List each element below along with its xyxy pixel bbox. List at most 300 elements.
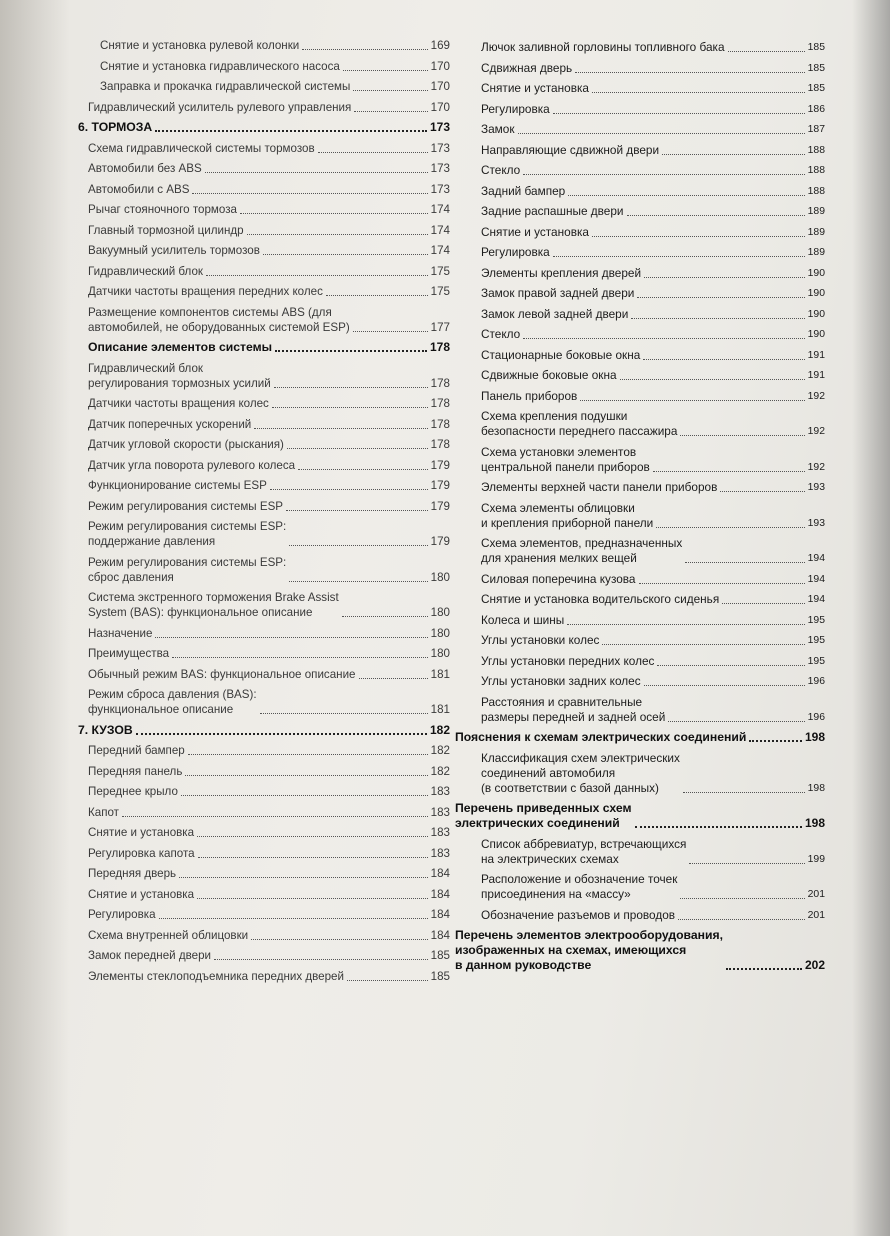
toc-page-number: 185: [807, 62, 825, 74]
toc-entry-title: Режим регулирования системы ESP: сброс давления: [88, 555, 287, 584]
toc-leader-dots: [662, 154, 805, 155]
toc-leader-dots: [289, 581, 427, 582]
toc-page-number: 194: [807, 573, 825, 585]
toc-leader-dots: [643, 359, 804, 360]
toc-section-heading: [78, 120, 450, 135]
toc-leader-dots: [136, 733, 427, 735]
toc-page-number: 177: [430, 320, 450, 334]
toc-entry-title: Режим регулирования системы ESP: [88, 499, 284, 513]
toc-leader-dots: [627, 215, 805, 216]
toc-entry: [78, 458, 450, 473]
toc-leader-dots: [639, 583, 805, 584]
toc-entry-title: Снятие и установка: [481, 224, 589, 239]
toc-entry: [455, 613, 825, 628]
toc-leader-dots: [289, 545, 427, 546]
toc-entry: [455, 143, 825, 158]
toc-page-number: 189: [807, 226, 825, 238]
toc-entry: [455, 81, 825, 96]
toc-entry: [78, 79, 450, 94]
toc-entry-title: Задние распашные двери: [481, 204, 624, 218]
toc-entry-title: Снятие и установка: [88, 826, 195, 839]
toc-leader-dots: [274, 387, 428, 388]
toc-leader-dots: [720, 491, 804, 492]
toc-entry: [78, 646, 450, 661]
toc-leader-dots: [318, 152, 428, 153]
toc-entry: [78, 499, 450, 514]
toc-entry: [78, 519, 450, 549]
toc-entry-title: Углы установки колес: [481, 633, 600, 647]
toc-page-number: 198: [804, 730, 825, 744]
toc-page-number: 196: [807, 676, 825, 687]
toc-leader-dots: [359, 678, 428, 679]
toc-page-number: 175: [430, 285, 450, 298]
toc-page-number: 185: [807, 83, 825, 94]
toc-entry: [78, 687, 450, 717]
toc-page-number: 189: [807, 247, 825, 258]
toc-section-heading: [455, 928, 825, 973]
toc-leader-dots: [749, 740, 802, 742]
toc-page-number: 195: [807, 614, 825, 626]
toc-page-number: 193: [807, 482, 825, 493]
toc-page-number: 199: [807, 853, 825, 865]
toc-leader-dots: [678, 919, 805, 920]
toc-leader-dots: [197, 898, 428, 899]
toc-entry-title: Обозначение разъемов и проводов: [481, 907, 676, 922]
toc-page-number: 195: [807, 635, 825, 646]
toc-page-number: 181: [430, 703, 450, 716]
toc-entry: [455, 245, 825, 260]
toc-entry: [78, 907, 450, 922]
toc-entry: [455, 61, 825, 76]
toc-entry-title: Замок правой задней двери: [481, 286, 635, 300]
toc-entry-title: Классификация схем электрических соединений автомобиля (в соответствии с базой данных): [481, 750, 680, 795]
toc-entry: [78, 182, 450, 197]
toc-page-number: 201: [807, 909, 825, 921]
toc-entry-title: Датчик угловой скорости (рыскания): [88, 438, 284, 451]
toc-leader-dots: [185, 775, 427, 776]
toc-entry-title: Описание элементов системы: [88, 340, 273, 354]
toc-page-number: 196: [807, 711, 825, 723]
toc-entry-title: Регулировка: [88, 908, 156, 921]
toc-page-number: 184: [430, 908, 450, 921]
toc-page-number: 174: [430, 244, 450, 257]
toc-entry: [78, 243, 450, 258]
toc-entry-title: 7. КУЗОВ: [78, 722, 133, 737]
toc-page-number: 179: [430, 499, 450, 513]
toc-entry: [78, 396, 450, 411]
toc-entry-title: Элементы крепления дверей: [481, 265, 642, 280]
toc-page-number: 184: [430, 867, 450, 880]
toc-entry-title: Капот: [88, 805, 119, 819]
toc-section-heading: [78, 723, 450, 738]
toc-entry: [78, 846, 450, 861]
toc-leader-dots: [272, 407, 428, 408]
toc-page-number: 182: [430, 764, 450, 778]
toc-entry: [455, 102, 825, 117]
toc-entry: [455, 225, 825, 240]
toc-entry: [455, 536, 825, 566]
page-edge-shadow: [852, 0, 890, 1236]
toc-entry: [78, 743, 450, 758]
toc-entry-title: Стекло: [481, 327, 521, 341]
toc-entry: [78, 626, 450, 641]
toc-entry: [78, 417, 450, 432]
toc-entry: [78, 555, 450, 585]
toc-leader-dots: [580, 400, 804, 401]
toc-entry-title: Регулировка: [481, 101, 550, 116]
toc-entry-title: Схема элементов, предназначенных для хранения мелких вещей: [481, 536, 683, 565]
toc-entry: [455, 633, 825, 648]
toc-entry-title: Перечень приведенных схем электрических соединений: [455, 801, 632, 830]
toc-entry: [78, 161, 450, 176]
toc-page-number: 194: [807, 594, 825, 605]
toc-page-number: 188: [807, 185, 825, 197]
toc-page-number: 202: [804, 958, 825, 972]
toc-entry: [455, 327, 825, 342]
toc-leader-dots: [263, 254, 428, 255]
toc-entry: [455, 266, 825, 281]
toc-entry-title: Стекло: [481, 163, 521, 177]
toc-leader-dots: [205, 172, 428, 173]
toc-entry: [78, 141, 450, 156]
toc-entry: [78, 100, 450, 115]
toc-leader-dots: [286, 510, 428, 511]
toc-page-number: 178: [430, 376, 450, 390]
toc-entry: [455, 368, 825, 383]
toc-entry-title: Обычный режим BAS: функциональное описание: [88, 667, 356, 681]
toc-page-number: 186: [807, 103, 825, 115]
toc-entry: [78, 805, 450, 820]
toc-page-number: 188: [807, 165, 825, 176]
toc-entry: [455, 307, 825, 322]
toc-entry: [455, 674, 825, 689]
toc-page-number: 201: [807, 889, 825, 900]
toc-entry: [78, 284, 450, 299]
toc-entry-title: Углы установки задних колес: [481, 674, 641, 688]
toc-entry-title: Автомобили с ABS: [88, 182, 190, 196]
toc-leader-dots: [188, 754, 428, 755]
toc-page-number: 180: [430, 606, 450, 619]
toc-page-number: 185: [430, 969, 450, 983]
toc-page-number: 180: [430, 626, 450, 640]
toc-entry-title: Сдвижные боковые окна: [481, 368, 617, 382]
toc-page-number: 190: [807, 288, 825, 299]
toc-entry: [455, 751, 825, 796]
toc-entry-title: Силовая поперечина кузова: [481, 571, 636, 586]
toc-page-number: 182: [429, 722, 450, 737]
toc-entry-title: Датчик угла поворота рулевого колеса: [88, 458, 296, 472]
toc-leader-dots: [251, 939, 428, 940]
toc-page-number: 184: [430, 928, 450, 942]
toc-entry-title: Гидравлический блок регулирования тормозных усилий: [88, 361, 271, 390]
toc-entry: [455, 480, 825, 495]
toc-page-number: 180: [430, 647, 450, 660]
toc-entry-title: Главный тормозной цилиндр: [88, 223, 244, 237]
toc-page-number: 178: [430, 438, 450, 451]
toc-section-heading: [455, 801, 825, 831]
toc-entry-title: Режим регулирования системы ESP: поддержание давления: [88, 520, 287, 548]
toc-entry-title: Передний бампер: [88, 744, 185, 757]
toc-entry: [78, 948, 450, 963]
toc-entry-title: Схема внутренней облицовки: [88, 928, 249, 942]
toc-entry-title: Расположение и обозначение точек присоединения на «массу»: [481, 872, 678, 901]
toc-leader-dots: [179, 877, 428, 878]
toc-leader-dots: [287, 448, 428, 449]
toc-entry-title: Передняя панель: [88, 764, 183, 778]
toc-entry-title: Элементы стеклоподъемника передних дверей: [88, 969, 344, 983]
toc-page-number: 174: [430, 203, 450, 216]
toc-entry-title: Заправка и прокачка гидравлической системы: [100, 80, 351, 93]
toc-leader-dots: [728, 51, 805, 52]
toc-entry-title: Колеса и шины: [481, 612, 565, 627]
toc-entry-title: Перечень элементов электрооборудования, изображенных на схемах, имеющихся в данном руководстве: [455, 928, 724, 972]
toc-leader-dots: [192, 193, 427, 194]
toc-leader-dots: [637, 297, 804, 298]
toc-entry-title: Схема установки элементов центральной панели приборов: [481, 444, 650, 474]
toc-entry-title: Датчики частоты вращения передних колес: [88, 285, 323, 298]
toc-leader-dots: [342, 616, 428, 617]
toc-entry-title: Пояснения к схемам электрических соединений: [455, 730, 747, 744]
toc-page-number: 170: [430, 59, 450, 73]
toc-leader-dots: [302, 49, 427, 50]
toc-page-number: 192: [807, 426, 825, 437]
toc-page-number: 181: [430, 667, 450, 681]
toc-leader-dots: [155, 637, 427, 638]
toc-page-number: 191: [807, 349, 825, 361]
toc-page-number: 190: [807, 267, 825, 279]
toc-leader-dots: [689, 863, 804, 864]
toc-entry: [455, 122, 825, 137]
toc-right-column: [455, 40, 825, 979]
toc-page-number: 178: [430, 417, 450, 431]
toc-page-number: 188: [807, 144, 825, 156]
toc-entry: [78, 928, 450, 943]
toc-leader-dots: [553, 256, 805, 257]
toc-leader-dots: [197, 836, 428, 837]
toc-page-number: 191: [807, 370, 825, 381]
toc-entry-title: Снятие и установка рулевой колонки: [100, 39, 300, 52]
toc-entry-title: 6. ТОРМОЗА: [78, 120, 153, 134]
toc-leader-dots: [172, 657, 428, 658]
toc-entry: [78, 825, 450, 840]
toc-entry: [455, 204, 825, 219]
toc-entry: [455, 184, 825, 199]
toc-leader-dots: [260, 713, 428, 714]
toc-leader-dots: [680, 898, 804, 899]
toc-leader-dots: [568, 195, 804, 196]
toc-page-number: 178: [430, 397, 450, 410]
toc-leader-dots: [247, 234, 428, 235]
toc-page-number: 182: [430, 744, 450, 757]
toc-entry: [78, 866, 450, 881]
toc-entry: [78, 887, 450, 902]
toc-entry-title: Элементы верхней части панели приборов: [481, 480, 718, 494]
toc-leader-dots: [206, 275, 428, 276]
toc-entry-title: Снятие и установка водительского сиденья: [481, 592, 720, 606]
toc-entry: [78, 667, 450, 682]
toc-leader-dots: [644, 277, 805, 278]
toc-entry: [78, 305, 450, 335]
toc-leader-dots: [353, 331, 428, 332]
toc-leader-dots: [275, 350, 427, 352]
toc-page-number: 179: [430, 458, 450, 472]
toc-entry-title: Снятие и установка: [88, 887, 195, 901]
toc-entry: [78, 361, 450, 391]
toc-leader-dots: [343, 70, 428, 71]
toc-leader-dots: [240, 213, 428, 214]
toc-entry: [78, 202, 450, 217]
toc-entry-title: Замок: [481, 122, 515, 136]
toc-entry-title: Система экстренного торможения Brake Assist System (BAS): функциональное описание: [88, 591, 339, 619]
toc-entry-title: Лючок заливной горловины топливного бака: [481, 40, 725, 54]
toc-entry: [78, 478, 450, 493]
toc-leader-dots: [685, 562, 804, 563]
toc-entry-title: Углы установки передних колес: [481, 653, 655, 668]
toc-page-number: 179: [430, 535, 450, 548]
toc-page-number: 184: [430, 887, 450, 901]
toc-entry-title: Функционирование системы ESP: [88, 479, 267, 492]
toc-page-number: 194: [807, 553, 825, 564]
toc-leader-dots: [635, 826, 802, 828]
toc-leader-dots: [122, 816, 428, 817]
toc-page-number: 190: [807, 329, 825, 340]
toc-leader-dots: [523, 174, 804, 175]
toc-entry-title: Датчик поперечных ускорений: [88, 417, 252, 431]
toc-leader-dots: [159, 918, 428, 919]
toc-leader-dots: [644, 685, 805, 686]
toc-entry-title: Задний бампер: [481, 183, 566, 198]
toc-page-number: 183: [430, 805, 450, 819]
toc-entry: [455, 872, 825, 902]
toc-leader-dots: [657, 665, 804, 666]
toc-leader-dots: [270, 489, 428, 490]
toc-page-number: 178: [429, 340, 450, 354]
toc-page-number: 193: [807, 517, 825, 529]
toc-entry: [455, 389, 825, 404]
toc-leader-dots: [523, 338, 804, 339]
toc-entry: [455, 908, 825, 923]
toc-entry-title: Датчики частоты вращения колес: [88, 397, 269, 410]
toc-entry-title: Регулировка: [481, 245, 550, 259]
toc-leader-dots: [298, 469, 428, 470]
toc-entry-title: Гидравлический блок: [88, 264, 203, 278]
toc-entry: [455, 501, 825, 531]
toc-page-number: 192: [807, 390, 825, 402]
toc-entry-title: Вакуумный усилитель тормозов: [88, 244, 260, 257]
toc-page-number: 198: [807, 782, 825, 794]
toc-entry: [78, 784, 450, 799]
toc-entry-title: Переднее крыло: [88, 785, 178, 798]
toc-leader-dots: [653, 471, 805, 472]
toc-page-number: 189: [807, 206, 825, 217]
toc-leader-dots: [726, 968, 802, 970]
toc-entry-title: Преимущества: [88, 647, 170, 660]
toc-page-number: 185: [807, 42, 825, 53]
toc-entry-title: Рычаг стояночного тормоза: [88, 203, 237, 216]
toc-leader-dots: [553, 113, 805, 114]
toc-page-number: 185: [430, 949, 450, 962]
toc-leader-dots: [254, 428, 427, 429]
toc-leader-dots: [567, 624, 804, 625]
toc-entry-title: Режим сброса давления (BAS): функциональное описание: [88, 688, 257, 716]
toc-page-number: 173: [430, 182, 450, 196]
toc-entry-title: Направляющие сдвижной двери: [481, 142, 660, 157]
toc-entry: [455, 572, 825, 587]
toc-page-number: 170: [430, 100, 450, 114]
toc-leader-dots: [518, 133, 805, 134]
toc-leader-dots: [656, 527, 804, 528]
toc-page-number: 183: [430, 785, 450, 798]
toc-entry-title: Панель приборов: [481, 388, 578, 403]
toc-page-number: 183: [430, 826, 450, 839]
toc-entry-title: Автомобили без ABS: [88, 162, 202, 175]
page-gutter-shadow: [0, 0, 70, 1236]
toc-entry: [78, 590, 450, 620]
toc-entry: [78, 223, 450, 238]
toc-leader-dots: [198, 857, 428, 858]
toc-leader-dots: [602, 644, 804, 645]
toc-leader-dots: [592, 92, 805, 93]
toc-entry-title: Замок передней двери: [88, 949, 212, 962]
toc-entry: [455, 348, 825, 363]
toc-entry-title: Схема гидравлической системы тормозов: [88, 141, 315, 155]
toc-entry: [455, 837, 825, 867]
toc-entry-title: Схема крепления подушки безопасности переднего пассажира: [481, 409, 678, 438]
toc-entry: [78, 437, 450, 452]
toc-page-number: 192: [807, 461, 825, 473]
toc-entry-title: Передняя дверь: [88, 867, 177, 880]
toc-leader-dots: [353, 90, 427, 91]
toc-leader-dots: [575, 72, 804, 73]
toc-left-column: [78, 38, 450, 989]
toc-page-number: 187: [807, 124, 825, 135]
toc-entry: [455, 695, 825, 725]
toc-entry: [455, 409, 825, 439]
toc-leader-dots: [668, 721, 804, 722]
toc-page-number: 175: [430, 264, 450, 278]
toc-leader-dots: [680, 435, 804, 436]
toc-entry-title: Сдвижная дверь: [481, 60, 573, 75]
toc-entry-title: Список аббревиатур, встречающихся на электрических схемах: [481, 836, 687, 866]
toc-section-heading: [78, 340, 450, 355]
toc-page-number: 183: [430, 846, 450, 860]
toc-page-number: 173: [430, 162, 450, 175]
toc-page-number: 173: [430, 141, 450, 155]
toc-leader-dots: [181, 795, 428, 796]
toc-entry: [455, 654, 825, 669]
toc-leader-dots: [155, 130, 427, 132]
toc-page-number: 190: [807, 308, 825, 320]
toc-entry-title: Размещение компонентов системы ABS (для автомобилей, не оборудованных системой ESP): [88, 305, 350, 334]
toc-page-number: 170: [430, 80, 450, 93]
toc-page-number: 195: [807, 655, 825, 667]
toc-leader-dots: [683, 792, 805, 793]
toc-entry: [455, 286, 825, 301]
toc-page-number: 179: [430, 479, 450, 492]
toc-entry: [78, 969, 450, 984]
toc-entry: [78, 59, 450, 74]
toc-entry: [78, 38, 450, 53]
toc-entry: [455, 163, 825, 178]
toc-page-number: 174: [430, 223, 450, 237]
toc-page-number: 173: [429, 120, 450, 134]
toc-entry: [455, 445, 825, 475]
toc-leader-dots: [722, 603, 804, 604]
toc-entry: [78, 264, 450, 279]
toc-page-number: 180: [430, 570, 450, 584]
toc-entry-title: Снятие и установка гидравлического насоса: [100, 59, 340, 73]
toc-leader-dots: [592, 236, 805, 237]
